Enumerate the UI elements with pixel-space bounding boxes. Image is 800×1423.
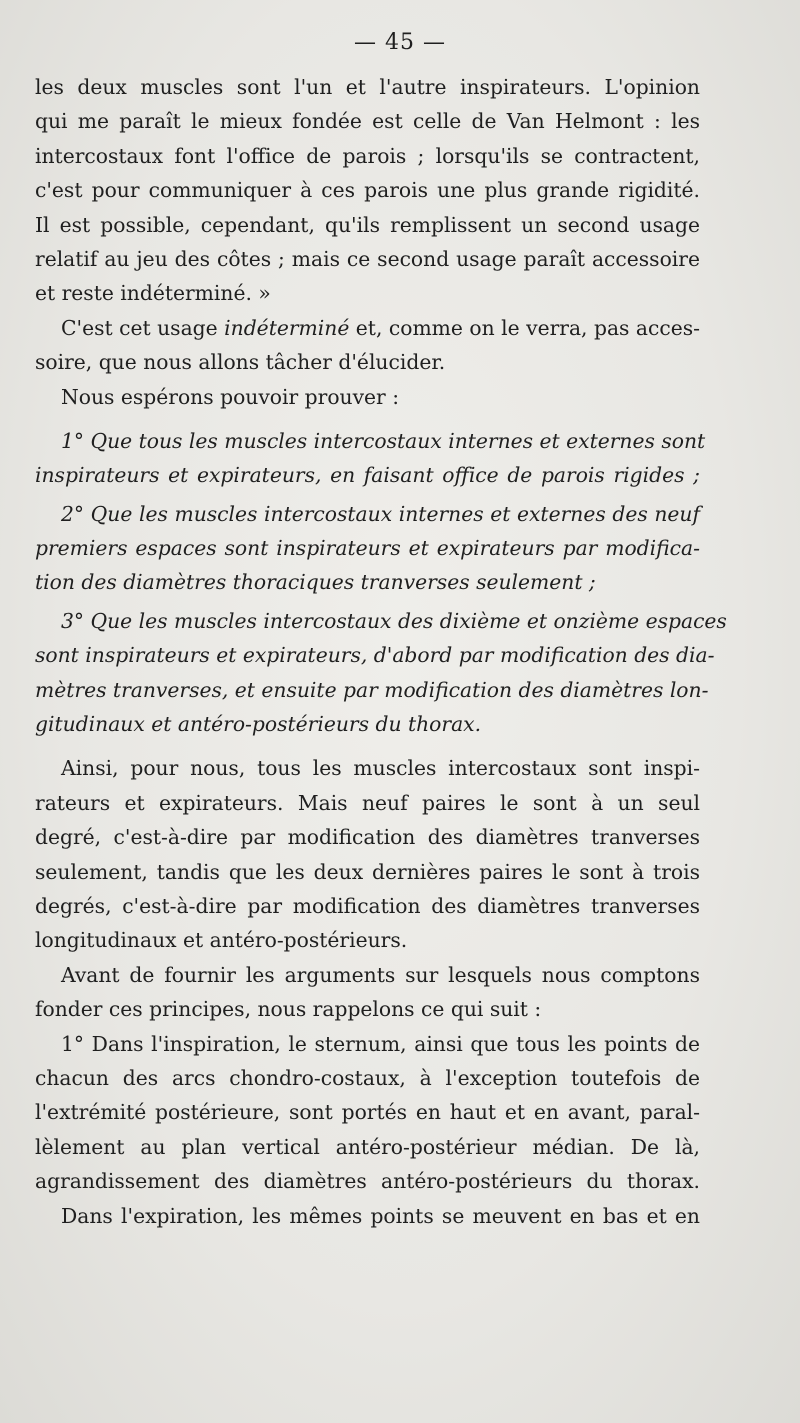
text-line: 2° Que les muscles intercostaux internes et externes des neuf <box>61 501 700 526</box>
text-line: Ainsi, pour nous, tous les muscles intercostaux sont inspi- <box>61 756 700 781</box>
thesis-3 <box>35 604 727 742</box>
text-line: et reste indéterminé. » <box>35 281 271 306</box>
text-line: c'est pour communiquer à ces parois une plus grande rigidité. <box>35 178 700 203</box>
text-line: gitudinaux et antéro-postérieurs du thorax. <box>35 712 482 737</box>
text-line: qui me paraît le mieux fondée est celle de Van Helmont : les <box>35 109 700 134</box>
text-line: degrés, c'est-à-dire par modification des diamètres tranverses <box>35 893 700 918</box>
text-line: sont inspirateurs et expirateurs, d'abord par modification des dia- <box>35 643 715 668</box>
text-line: rateurs et expirateurs. Mais neuf paires le sont à un seul <box>35 790 700 815</box>
spacer <box>35 741 700 751</box>
text-line: intercostaux font l'office de parois ; lorsqu'ils se contractent, <box>35 143 700 168</box>
text-line: 1° Que tous les muscles intercostaux internes et externes sont <box>61 428 706 453</box>
text-line: premiers espaces sont inspirateurs et expirateurs par modifica- <box>35 536 700 561</box>
text-line: lèlement au plan vertical antéro-postérieur médian. De là, <box>35 1134 700 1159</box>
thesis-2 <box>35 497 700 600</box>
text-line: mètres tranverses, et ensuite par modification des diamètres lon- <box>35 677 709 702</box>
text-line: les deux muscles sont l'un et l'autre inspirateurs. L'opinion <box>35 75 700 99</box>
paragraph-inspiration <box>35 1027 700 1199</box>
text-run: C'est cet usage <box>61 315 225 340</box>
paragraph-usage <box>35 311 700 380</box>
thesis-1 <box>35 424 706 493</box>
text-line: degré, c'est-à-dire par modification des diamètres tranverses <box>35 825 700 850</box>
text-line: relatif au jeu des côtes ; mais ce second usage paraît accessoire <box>35 246 700 271</box>
text-line: l'extrémité postérieure, sont portés en haut et en avant, paral- <box>35 1100 700 1125</box>
text-line: 3° Que les muscles intercostaux des dixième et onzième espaces <box>61 608 727 633</box>
paragraph-quote-end <box>35 70 700 311</box>
text-line: soire, que nous allons tâcher d'élucider. <box>35 350 446 375</box>
text-line: Nous espérons pouvoir prouver : <box>61 384 400 409</box>
paragraph-ainsi <box>35 751 700 957</box>
text-line: Dans l'expiration, les mêmes points se meuvent en bas et en <box>61 1203 700 1228</box>
text-line: fonder ces principes, nous rappelons ce qui suit : <box>35 997 542 1022</box>
text-line <box>35 311 700 345</box>
text-line: agrandissement des diamètres antéro-postérieurs du thorax. <box>35 1169 700 1194</box>
text-line: longitudinaux et antéro-postérieurs. <box>35 928 408 953</box>
text-line: inspirateurs et expirateurs, en faisant office de parois rigides ; <box>35 463 700 488</box>
text-line: tion des diamètres thoraciques tranverses seulement ; <box>35 570 596 595</box>
body-text <box>35 70 727 1233</box>
text-line: chacun des arcs chondro-costaux, à l'exception toutefois de <box>35 1065 700 1090</box>
text-line: seulement, tandis que les deux dernières paires le sont à trois <box>35 859 700 884</box>
text-line: Il est possible, cependant, qu'ils remplissent un second usage <box>35 212 700 237</box>
spacer <box>35 414 700 424</box>
paragraph-avant <box>35 958 700 1027</box>
page-number: — 45 — <box>354 30 446 55</box>
text-line: 1° Dans l'inspiration, le sternum, ainsi que tous les points de <box>61 1031 700 1056</box>
emphasis-text: indéterminé <box>224 315 350 340</box>
paragraph-expiration <box>35 1199 700 1233</box>
text-run: et, comme on le verra, pas acces- <box>349 315 701 340</box>
text-line: Avant de fournir les arguments sur lesquels nous comptons <box>61 962 700 987</box>
paragraph-prove <box>35 380 700 414</box>
